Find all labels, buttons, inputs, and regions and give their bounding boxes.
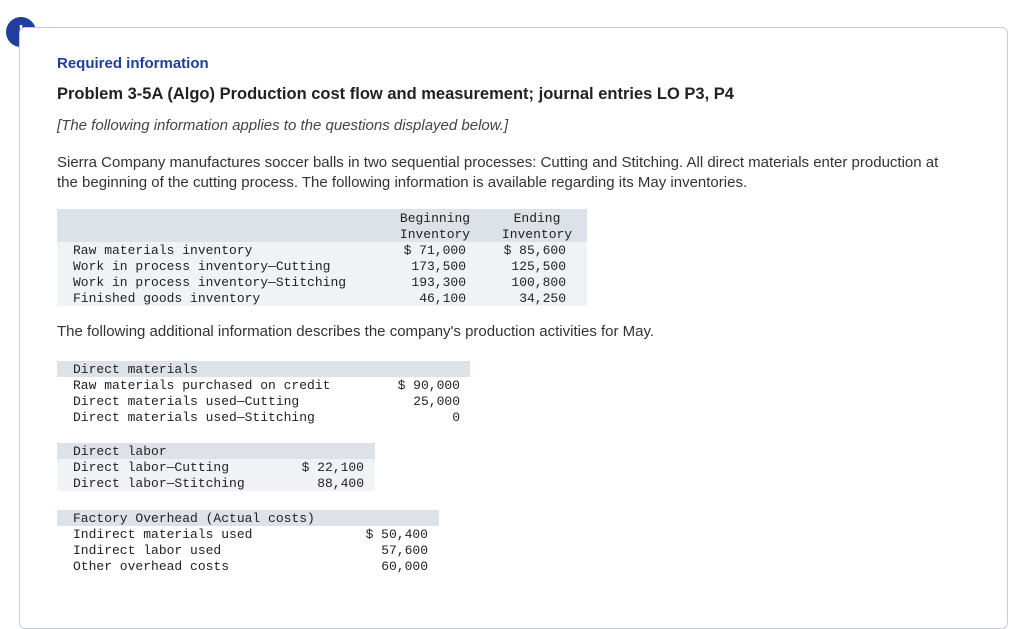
- fo-row-label: Indirect labor used: [73, 543, 222, 558]
- col-ending-line1: Ending: [513, 211, 561, 226]
- dl-row-value: 88,400: [317, 476, 364, 491]
- additional-info-paragraph: The following additional information describes the company's production activities for May.: [57, 323, 655, 340]
- dl-row-label: Direct labor—Cutting: [73, 460, 230, 475]
- dm-row-value: $ 90,000: [397, 378, 460, 393]
- inv-row-ending: 125,500: [511, 259, 566, 274]
- inv-row-beginning: 173,500: [411, 259, 466, 274]
- dl-row-value: $ 22,100: [301, 460, 364, 475]
- inv-row-label: Work in process inventory—Cutting: [73, 259, 331, 274]
- inv-row-beginning: 193,300: [411, 275, 466, 290]
- inv-row-ending: 100,800: [511, 275, 566, 290]
- dl-row-label: Direct labor—Stitching: [73, 476, 245, 491]
- fo-row-value: $ 50,400: [365, 527, 428, 542]
- col-ending-line2: Inventory: [501, 227, 573, 242]
- fo-row-label: Indirect materials used: [73, 527, 253, 542]
- dm-row-value: 0: [452, 410, 460, 425]
- inv-row-ending: 34,250: [519, 291, 566, 306]
- dm-heading: Direct materials: [73, 362, 198, 377]
- col-beginning-line1: Beginning: [399, 211, 471, 226]
- dl-heading: Direct labor: [73, 444, 167, 459]
- inv-row-beginning: $ 71,000: [403, 243, 466, 258]
- inv-row-label: Finished goods inventory: [73, 291, 261, 306]
- dm-row-label: Raw materials purchased on credit: [73, 378, 331, 393]
- inv-row-label: Work in process inventory—Stitching: [73, 275, 347, 290]
- required-information-heading: Required information: [57, 55, 209, 72]
- fo-heading: Factory Overhead (Actual costs): [73, 511, 315, 526]
- dm-row-value: 25,000: [413, 394, 460, 409]
- applies-note: [The following information applies to the questions displayed below.]: [57, 117, 509, 134]
- inv-row-label: Raw materials inventory: [73, 243, 253, 258]
- inv-row-beginning: 46,100: [419, 291, 466, 306]
- dm-row-label: Direct materials used—Stitching: [73, 410, 315, 425]
- fo-row-value: 60,000: [381, 559, 428, 574]
- intro-paragraph: Sierra Company manufactures soccer balls in two sequential processes: Cutting and Stitching. All direct materials enter production at the beginning of the cutting process. The following information is available regarding its May inventories.: [57, 154, 939, 191]
- dm-row-label: Direct materials used—Cutting: [73, 394, 300, 409]
- fo-row-label: Other overhead costs: [73, 559, 230, 574]
- col-beginning-line2: Inventory: [399, 227, 471, 242]
- inv-row-ending: $ 85,600: [503, 243, 566, 258]
- problem-title: Problem 3-5A (Algo) Production cost flow and measurement; journal entries LO P3, P4: [57, 85, 734, 103]
- fo-row-value: 57,600: [381, 543, 428, 558]
